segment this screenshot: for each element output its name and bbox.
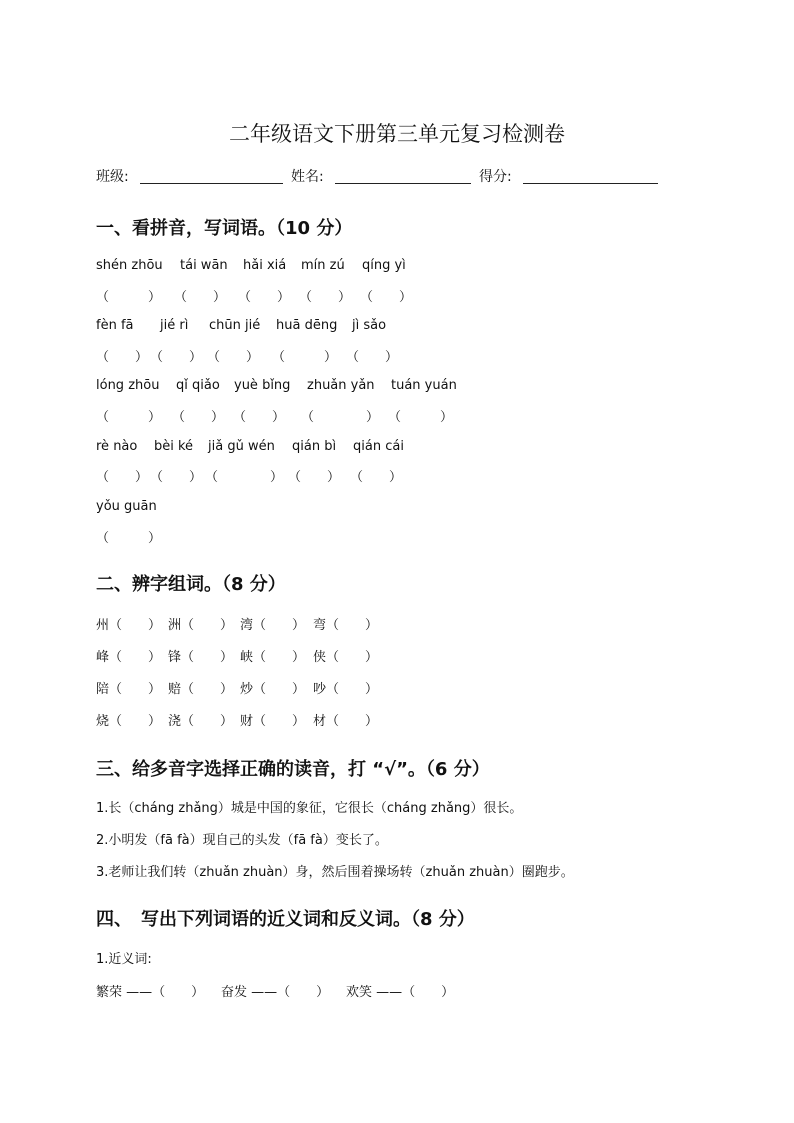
pinyin: shén zhōu [96, 258, 163, 273]
section-2-heading: 二、辨字组词。（8 分） [96, 574, 286, 595]
answer-blank[interactable]: （ ） [96, 410, 162, 425]
pinyin: qíng yì [362, 258, 406, 273]
answer-blank[interactable]: （ ） [301, 410, 380, 425]
name-blank[interactable] [335, 183, 471, 184]
subsection-label: 1.近义词: [96, 952, 152, 967]
section-1-heading: 一、看拼音，写词语。（10 分） [96, 218, 353, 239]
name-label: 姓名: [291, 169, 324, 185]
pinyin: jié rì [160, 318, 189, 333]
pinyin: mín zú [301, 258, 345, 273]
answer-blank[interactable]: （ ） [96, 531, 162, 546]
word-group-item[interactable]: 侠（ ） [313, 650, 379, 665]
answer-blank[interactable]: （ ） [360, 290, 413, 305]
synonym-item[interactable]: 繁荣 ——（ ） [96, 985, 205, 1000]
pinyin: qǐ qiǎo [176, 378, 220, 393]
word-group-item[interactable]: 财（ ） [240, 714, 306, 729]
pinyin: yuè bǐng [234, 378, 291, 393]
answer-blank[interactable]: （ ） [350, 470, 403, 485]
answer-blank[interactable]: （ ） [207, 350, 260, 365]
answer-blank[interactable]: （ ） [388, 410, 454, 425]
pinyin: rè nào [96, 439, 138, 454]
word-group-item[interactable]: 湾（ ） [240, 618, 306, 633]
score-label: 得分: [479, 169, 512, 185]
answer-blank[interactable]: （ ） [346, 350, 399, 365]
answer-blank[interactable]: （ ） [272, 350, 338, 365]
pinyin: fèn fā [96, 318, 134, 333]
answer-blank[interactable]: （ ） [150, 470, 203, 485]
word-group-item[interactable]: 州（ ） [96, 618, 162, 633]
pinyin: hǎi xiá [243, 258, 287, 273]
word-group-item[interactable]: 材（ ） [313, 714, 379, 729]
pinyin: lóng zhōu [96, 378, 160, 393]
word-group-item[interactable]: 锋（ ） [168, 650, 234, 665]
section-3-heading: 三、给多音字选择正确的读音，打 “√”。（6 分） [96, 759, 490, 780]
synonym-item[interactable]: 欢笑 ——（ ） [346, 985, 455, 1000]
answer-blank[interactable]: （ ） [96, 290, 162, 305]
pinyin: zhuǎn yǎn [307, 378, 375, 393]
pinyin: bèi ké [154, 439, 194, 454]
answer-blank[interactable]: （ ） [172, 410, 225, 425]
answer-blank[interactable]: （ ） [96, 350, 149, 365]
question-line: 1.长（cháng zhǎng）城是中国的象征，它很长（cháng zhǎng）很长。 [96, 801, 523, 816]
word-group-item[interactable]: 烧（ ） [96, 714, 162, 729]
answer-blank[interactable]: （ ） [233, 410, 286, 425]
word-group-item[interactable]: 弯（ ） [313, 618, 379, 633]
answer-blank[interactable]: （ ） [299, 290, 352, 305]
word-group-item[interactable]: 炒（ ） [240, 682, 306, 697]
answer-blank[interactable]: （ ） [205, 470, 284, 485]
pinyin: qián bì [292, 439, 337, 454]
question-line: 3.老师让我们转（zhuǎn zhuàn）身，然后围着操场转（zhuǎn zhuàn）圈跑步。 [96, 865, 574, 880]
score-blank[interactable] [523, 183, 658, 184]
word-group-item[interactable]: 峡（ ） [240, 650, 306, 665]
answer-blank[interactable]: （ ） [96, 470, 149, 485]
pinyin: yǒu guān [96, 499, 157, 514]
class-blank[interactable] [140, 183, 283, 184]
answer-blank[interactable]: （ ） [288, 470, 341, 485]
answer-blank[interactable]: （ ） [238, 290, 291, 305]
pinyin: jì sǎo [352, 318, 387, 333]
section-4-heading: 四、 写出下列词语的近义词和反义词。（8 分） [96, 909, 475, 930]
word-group-item[interactable]: 陪（ ） [96, 682, 162, 697]
pinyin: jiǎ gǔ wén [208, 439, 275, 454]
question-line: 2.小明发（fā fà）现自己的头发（fā fà）变长了。 [96, 833, 388, 848]
word-group-item[interactable]: 浇（ ） [168, 714, 234, 729]
answer-blank[interactable]: （ ） [174, 290, 227, 305]
pinyin: tái wān [180, 258, 228, 273]
answer-blank[interactable]: （ ） [150, 350, 203, 365]
pinyin: tuán yuán [391, 378, 457, 393]
word-group-item[interactable]: 峰（ ） [96, 650, 162, 665]
word-group-item[interactable]: 洲（ ） [168, 618, 234, 633]
page-title: 二年级语文下册第三单元复习检测卷 [229, 122, 565, 146]
pinyin: huā dēng [276, 318, 338, 333]
pinyin: chūn jié [209, 318, 261, 333]
synonym-item[interactable]: 奋发 ——（ ） [221, 985, 330, 1000]
class-label: 班级: [96, 169, 129, 185]
word-group-item[interactable]: 赔（ ） [168, 682, 234, 697]
word-group-item[interactable]: 吵（ ） [313, 682, 379, 697]
pinyin: qián cái [353, 439, 404, 454]
